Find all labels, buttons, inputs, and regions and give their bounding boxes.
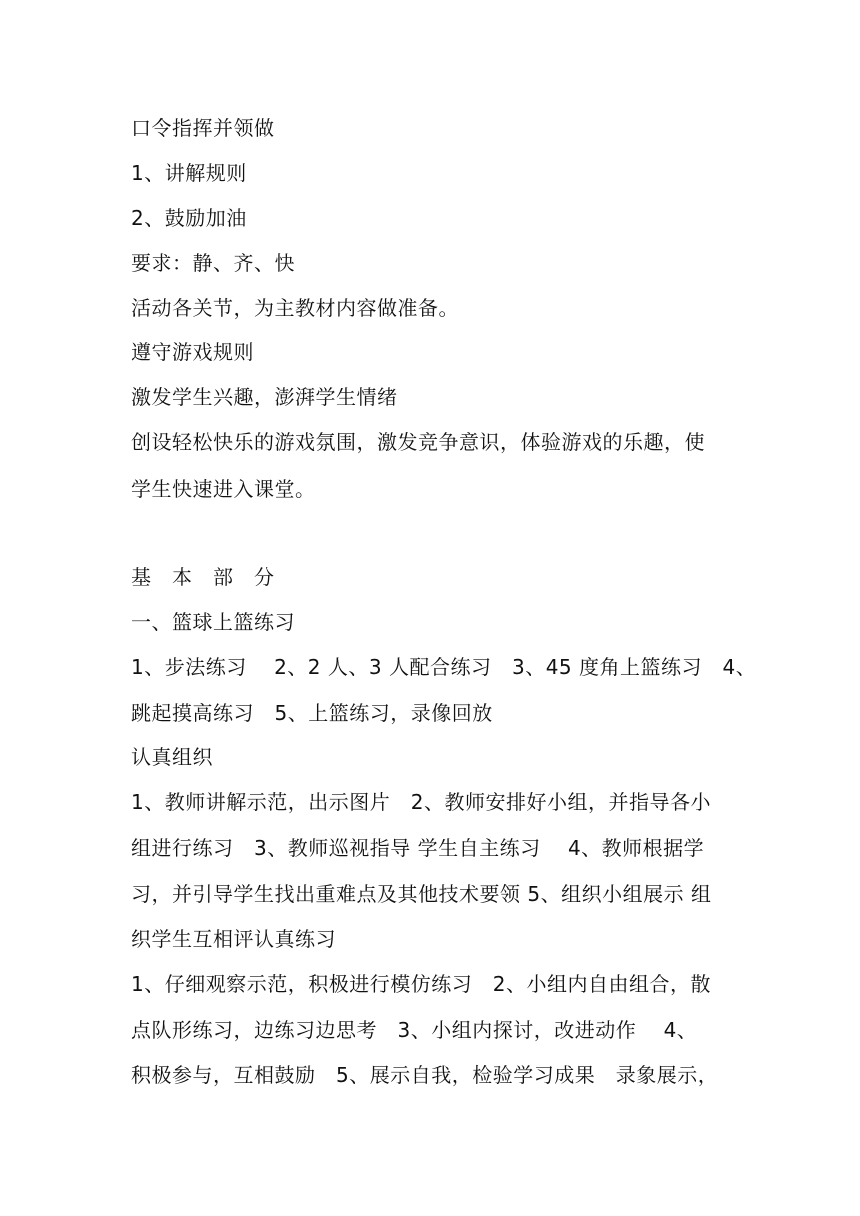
text-line-9: 学生快速进入课堂。 xyxy=(131,477,316,501)
text-line-11: 一、篮球上篮练习 xyxy=(131,610,295,634)
text-line-4: 要求：静、齐、快 xyxy=(131,251,295,275)
text-line-7: 激发学生兴趣，澎湃学生情绪 xyxy=(131,385,398,409)
text-line-14: 认真组织 xyxy=(131,745,213,769)
text-line-21: 积极参与，互相鼓励 5、展示自我，检验学习成果 录象展示， xyxy=(131,1063,719,1087)
text-line-12: 1、步法练习 2、2 人、3 人配合练习 3、45 度角上篮练习 4、 xyxy=(131,655,757,679)
text-line-8: 创设轻松快乐的游戏氛围，激发竞争意识，体验游戏的乐趣，使 xyxy=(131,430,705,454)
text-line-20: 点队形练习，边练习边思考 3、小组内探讨，改进动作 4、 xyxy=(131,1018,698,1042)
text-line-1: 口令指挥并领做 xyxy=(131,116,275,140)
text-line-2: 1、讲解规则 xyxy=(131,161,247,185)
section-heading: 基 本 部 分 xyxy=(131,565,275,589)
text-line-15: 1、教师讲解示范，出示图片 2、教师安排好小组，并指导各小 xyxy=(131,790,711,814)
text-line-6: 遵守游戏规则 xyxy=(131,340,254,364)
text-line-18: 织学生互相评认真练习 xyxy=(131,927,336,951)
text-line-3: 2、鼓励加油 xyxy=(131,206,247,230)
text-line-16: 组进行练习 3、教师巡视指导 学生自主练习 4、教师根据学 xyxy=(131,836,705,860)
text-line-5: 活动各关节，为主教材内容做准备。 xyxy=(131,296,459,320)
text-line-17: 习，并引导学生找出重难点及其他技术要领 5、组织小组展示 组 xyxy=(131,882,712,906)
text-line-19: 1、仔细观察示范，积极进行模仿练习 2、小组内自由组合，散 xyxy=(131,972,711,996)
text-line-13: 跳起摸高练习 5、上篮练习，录像回放 xyxy=(131,701,493,725)
